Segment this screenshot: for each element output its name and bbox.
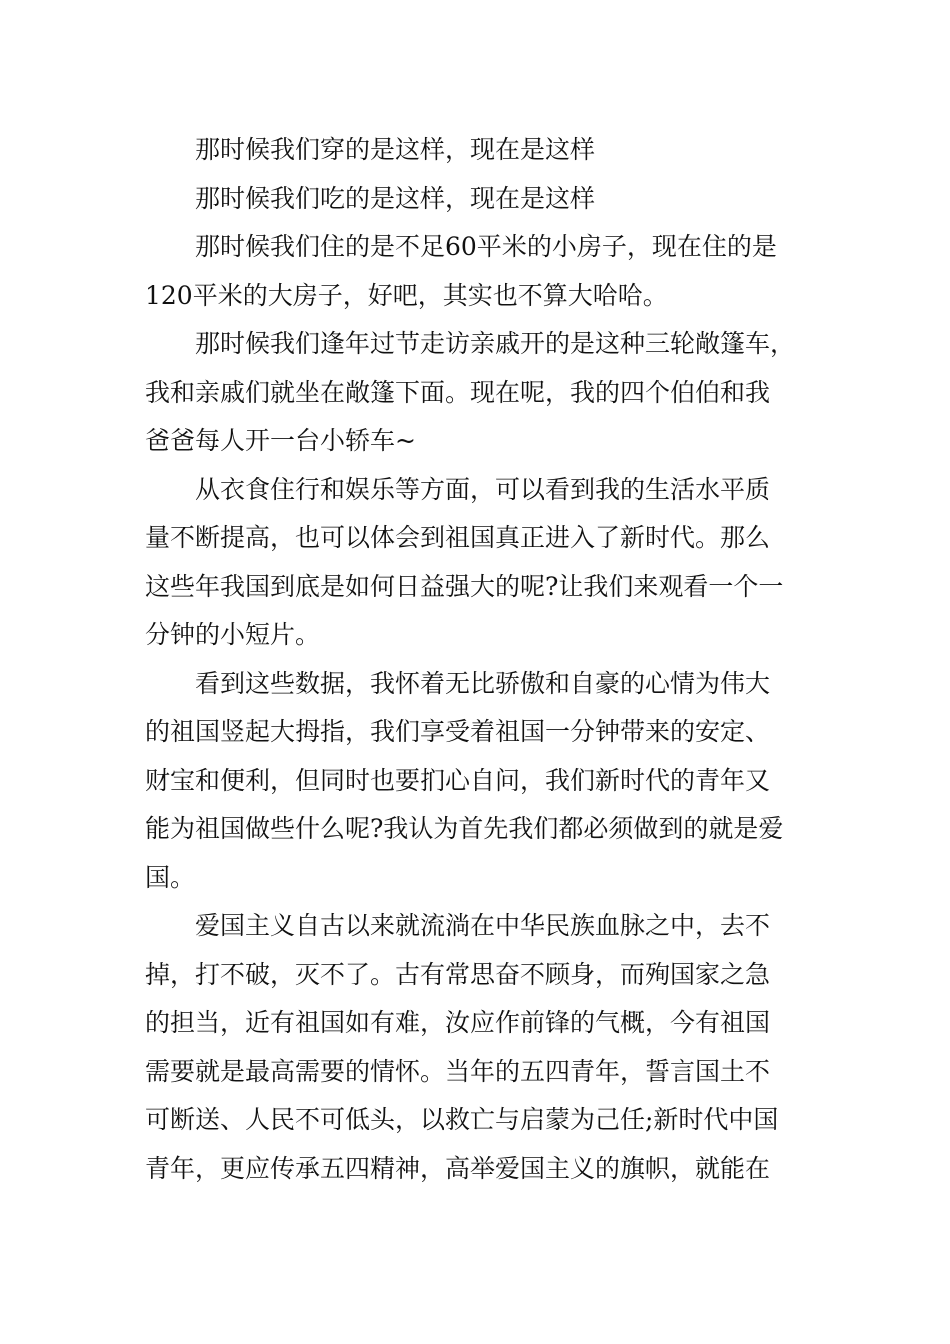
text-line: 看到这些数据，我怀着无比骄傲和自豪的心情为伟大 bbox=[195, 668, 771, 698]
text-line: 财宝和便利，但同时也要扪心自问，我们新时代的青年又 bbox=[145, 765, 771, 795]
text-line: 的祖国竖起大拇指，我们享受着祖国一分钟带来的安定、 bbox=[145, 717, 771, 746]
text-line: 可断送、人民不可低头，以救亡与启蒙为己任;新时代中国 bbox=[145, 1105, 779, 1134]
text-line: 的担当，近有祖国如有难，汝应作前锋的气概，今有祖国 bbox=[145, 1008, 771, 1037]
paragraph-patriotism bbox=[145, 902, 810, 1193]
text-line: 那时候我们穿的是这样，现在是这样 bbox=[195, 135, 596, 164]
text-line: 国。 bbox=[145, 862, 196, 892]
paragraph-transport bbox=[145, 320, 810, 466]
text-line: 120平米的大房子，好吧，其实也不算大哈哈。 bbox=[145, 280, 668, 310]
text-line: 青年，更应传承五四精神，高举爱国主义的旗帜，就能在 bbox=[145, 1153, 771, 1183]
text-line: 掉，打不破，灭不了。古有常思奋不顾身，而殉国家之急 bbox=[145, 959, 771, 989]
paragraph-new-era bbox=[145, 466, 810, 660]
text-line: 爱国主义自古以来就流淌在中华民族血脉之中，去不 bbox=[195, 911, 771, 940]
document-body bbox=[145, 126, 810, 1193]
text-line: 那时候我们住的是不足60平米的小房子，现在住的是 bbox=[195, 232, 777, 261]
text-line: 那时候我们逢年过节走访亲戚开的是这种三轮敞篷车， bbox=[195, 329, 796, 358]
paragraph-housing bbox=[145, 223, 810, 320]
paragraph-food bbox=[145, 175, 810, 224]
text-line: 分钟的小短片。 bbox=[145, 620, 321, 649]
paragraph-clothing bbox=[145, 126, 810, 175]
text-line: 我和亲戚们就坐在敞篷下面。现在呢，我的四个伯伯和我 bbox=[145, 377, 771, 407]
text-line: 量不断提高，也可以体会到祖国真正进入了新时代。那么 bbox=[145, 523, 771, 552]
text-line: 爸爸每人开一台小轿车~ bbox=[145, 426, 416, 455]
paragraph-pride bbox=[145, 660, 810, 903]
text-line: 从衣食住行和娱乐等方面，可以看到我的生活水平质 bbox=[195, 474, 771, 504]
text-line: 需要就是最高需要的情怀。当年的五四青年，誓言国土不 bbox=[145, 1056, 771, 1086]
text-line: 这些年我国到底是如何日益强大的呢?让我们来观看一个一 bbox=[145, 571, 784, 601]
text-line: 能为祖国做些什么呢?我认为首先我们都必须做到的就是爱 bbox=[145, 814, 784, 843]
text-line: 那时候我们吃的是这样，现在是这样 bbox=[195, 183, 596, 213]
